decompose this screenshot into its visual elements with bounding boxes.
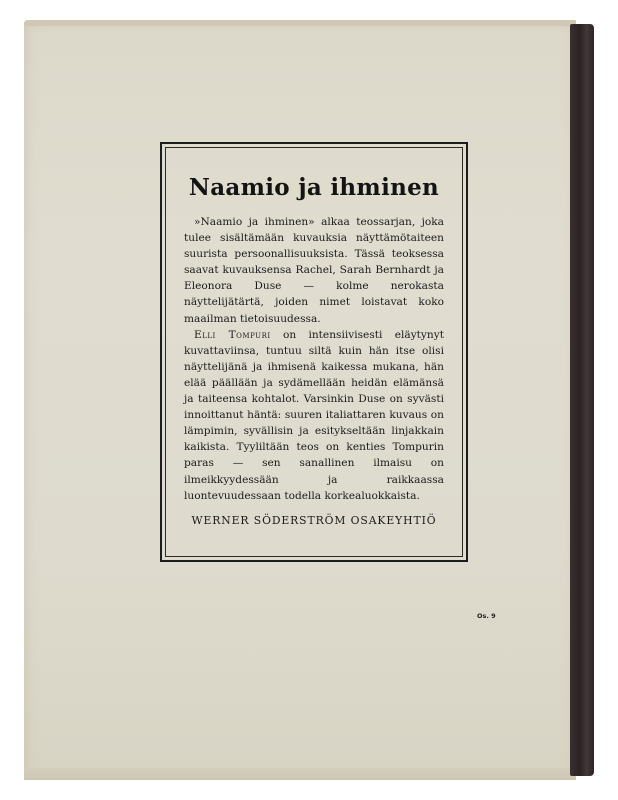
book-spine	[570, 24, 594, 776]
catalog-code: Os. 9	[477, 612, 496, 620]
blurb	[184, 214, 444, 504]
author-name: Elli Tompuri	[194, 328, 271, 341]
book-title: Naamio ja ihminen	[188, 174, 440, 201]
blurb-paragraph-2-text: on intensiivisesti eläytynyt kuvattaviinsa, tuntuu siltä kuin hän itse olisi näyttelijänä ja ihmisenä kaikessa mukana, hän elää päällään ja sydämellään heidän elämänsä ja taiteensa kohtalot. Varsinkin Duse on syvästi innoittanut häntä: suuren italiattaren kuvaus on lämpimin, syvällisin ja esitykseltään linjakkain kaikista. Tyyliltään teos on kenties Tompurin paras — sen sanallinen ilmaisu on ilmeikkyydessään ja raikkaassa luontevuudessaan todella korkealuokkaista.	[184, 328, 444, 502]
blurb-paragraph-2	[184, 327, 444, 504]
text-frame	[160, 142, 468, 562]
blurb-paragraph-1: »Naamio ja ihminen» alkaa teossarjan, joka tulee sisältämään kuvauksia näyttämötaiteen suurista persoonallisuuksista. Tässä teoksessa saavat kuvauksensa Rachel, Sarah Bernhardt ja Eleonora Duse — kolme nerokasta näyttelijätärtä, joiden nimet loistavat koko maailman tietoisuudessa.	[184, 216, 444, 325]
publisher-name: WERNER SÖDERSTRÖM OSAKEYHTIÖ	[191, 514, 437, 527]
